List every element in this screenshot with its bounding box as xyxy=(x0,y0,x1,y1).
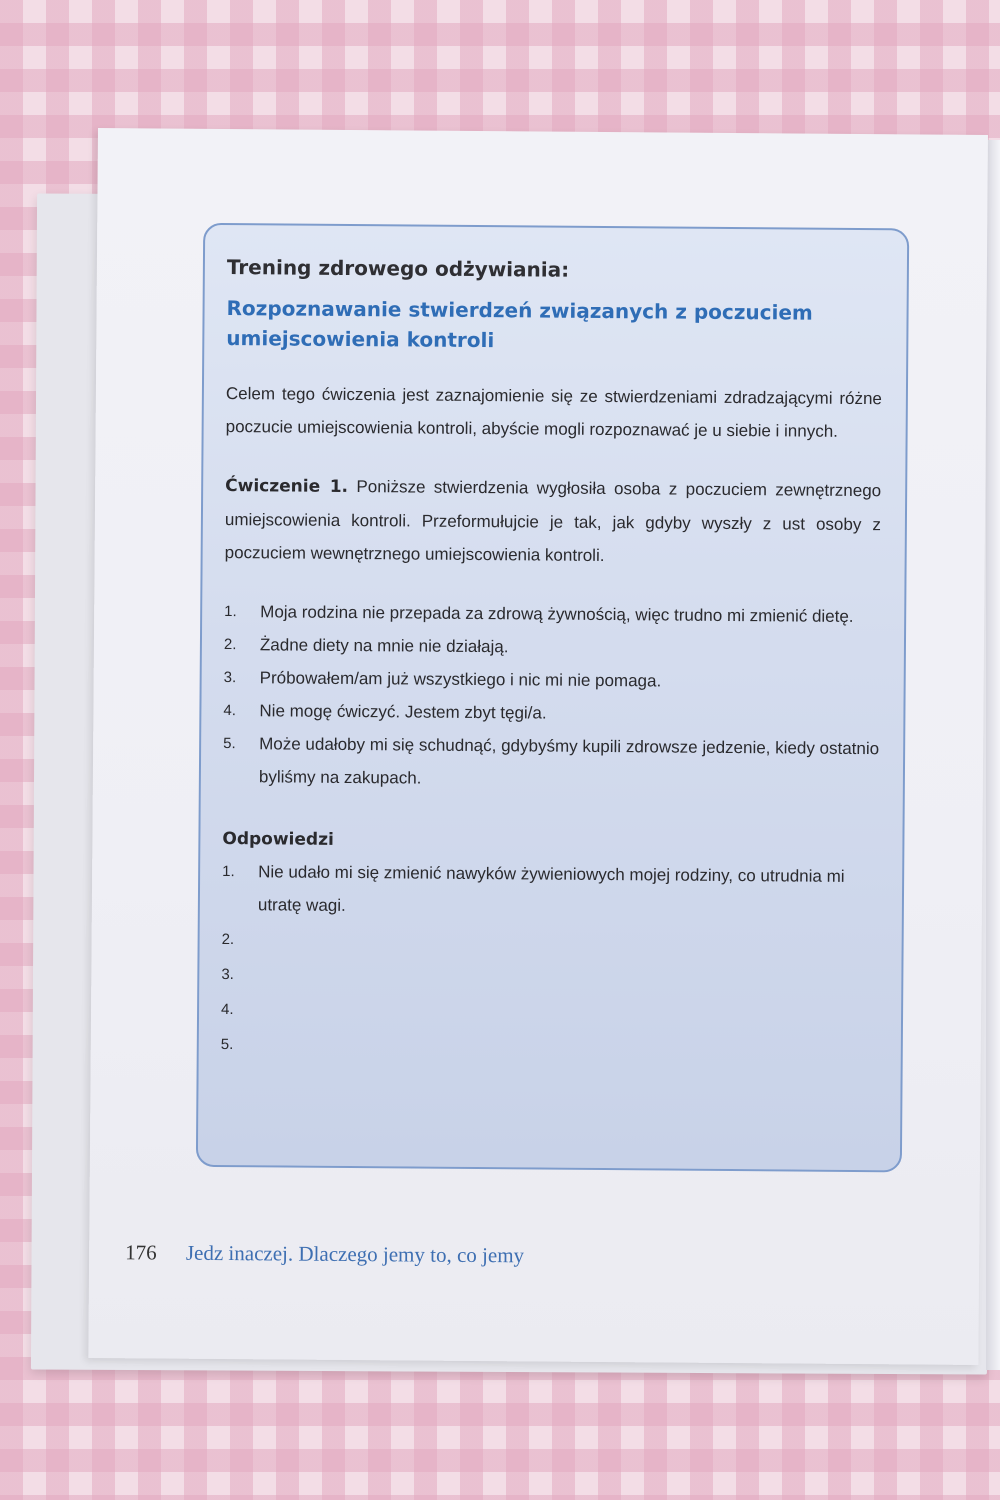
answer-item xyxy=(221,993,877,1031)
exercise-text: Poniższe stwierdzenia wygłosiła osoba z poczuciem zewnętrznego umiejscowienia kontroli. Przeformułujcie je tak, jak gdyby wyszły z ust osoby z poczuciem wewnętrznego umiejscowienia kontroli. xyxy=(224,477,882,565)
page-number: 176 xyxy=(125,1240,157,1265)
exercise-paragraph xyxy=(225,469,882,574)
exercise-subtitle: Rozpoznawanie stwierdzeń związanych z poczuciem umiejscowienia kontroli xyxy=(226,296,813,353)
item-text: Może udałoby mi się schudnąć, gdybyśmy kupili zdrowsze jedzenie, kiedy ostatnio byliśmy na zakupach. xyxy=(258,734,880,788)
exercise-label: Ćwiczenie 1. xyxy=(225,476,349,497)
item-text: Żadne diety na mnie nie działają. xyxy=(259,635,509,657)
book-page xyxy=(88,128,988,1365)
answer-item xyxy=(222,923,878,961)
page-footer xyxy=(125,1240,524,1268)
item-number: 1. xyxy=(224,603,237,621)
answer-text: Nie udało mi się zmienić nawyków żywieniowych mojej rodziny, co utrudnia mi utratę wagi. xyxy=(257,862,845,915)
item-number: 3. xyxy=(223,669,237,687)
answer-number: 4. xyxy=(221,1000,234,1019)
item-number: 5. xyxy=(223,735,236,753)
section-title: Trening zdrowego odżywiania: xyxy=(226,255,570,282)
item-text: Próbowałem/am już wszystkiego i nic mi nie pomaga. xyxy=(259,668,662,691)
answer-number: 1. xyxy=(222,862,235,881)
item-text: Nie mogę ćwiczyć. Jestem zbyt tęgi/a. xyxy=(259,701,547,723)
answer-item xyxy=(222,855,878,926)
answer-item xyxy=(221,1028,877,1066)
intro-paragraph: Celem tego ćwiczenia jest zaznajomienie się ze stwierdzeniami zdradzającymi różne poczucie umiejscowienia kontroli, abyście mogli rozpoznawać je u siebie i innych. xyxy=(225,384,882,441)
item-text: Moja rodzina nie przepada za zdrową żywnością, więc trudno mi zmienić dietę. xyxy=(260,602,854,626)
exercise-box xyxy=(196,223,909,1173)
running-title: Jedz inaczej. Dlaczego jemy to, co jemy xyxy=(185,1240,525,1268)
answers-title: Odpowiedzi xyxy=(222,828,334,850)
item-number: 4. xyxy=(223,702,237,720)
answer-item xyxy=(221,958,877,996)
list-item xyxy=(224,595,880,633)
answer-number: 3. xyxy=(221,965,234,984)
answer-number: 5. xyxy=(220,1035,234,1054)
item-number: 2. xyxy=(223,636,237,654)
list-item xyxy=(223,727,879,798)
statement-list xyxy=(223,595,881,798)
answers-list xyxy=(221,855,879,1066)
list-item xyxy=(224,661,880,699)
list-item xyxy=(223,694,879,732)
facing-page-edge xyxy=(986,140,1000,1370)
list-item xyxy=(224,628,880,666)
answer-number: 2. xyxy=(221,930,235,949)
